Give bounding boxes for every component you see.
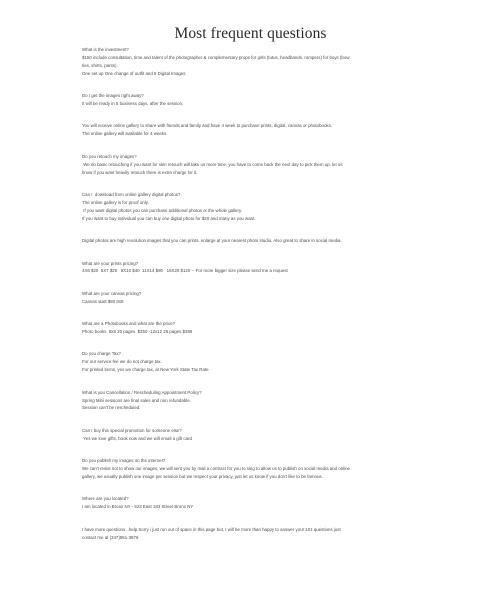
faq-question-line: I have more questions...help.Sorry i just run out of space in this page but, I will be more than happy to answer your 101 questions just <box>82 526 341 532</box>
faq-item <box>82 122 420 138</box>
faq-item <box>82 92 420 108</box>
faq-answer-line: For our service fee we do not charge tax. <box>82 359 162 365</box>
faq-answer-line: gallery, we usually publish one image per session but we respect your privacy, just let us know if you don't like to be famous. <box>82 474 323 479</box>
faq-answer-line: The online gallery is for proof only. <box>82 199 149 205</box>
faq-answer-line: Session can't be rescheduled. <box>82 405 141 411</box>
faq-question-line: You will receive online gallery to share with friends and family and have 4 week to purchase prints, digital, canvas or photobooks. <box>82 123 332 129</box>
faq-answer-line: We can't resist not to show our images, we will sent you by mail a contract for you to sing to allow us to publish on social media and online <box>82 466 350 472</box>
faq-item <box>82 191 420 223</box>
faq-item <box>82 237 420 245</box>
faq-question-line: What are your canvas pricing? <box>82 290 142 296</box>
faq-question-line: Where are you located? <box>82 496 129 502</box>
faq-answer-line: If you want digital photos you can purchase additional photos or the whole gallery. <box>82 207 243 213</box>
faq-question-line: Digital photos are high resolution images that you can prints, enlarge at your nearest photo studio, Also great to share in social media. <box>82 238 342 244</box>
faq-list <box>82 46 420 556</box>
faq-question-line: What is the investment? <box>82 47 129 52</box>
faq-item <box>82 495 420 511</box>
faq-question-line: Do I get the images right away? <box>82 93 144 99</box>
faq-answer-line: ties, shirts, pants). <box>82 62 118 68</box>
faq-answer-line: One set up One change of outfit and 5 Digital Images <box>82 70 186 76</box>
faq-item <box>82 153 420 177</box>
faq-answer-line: The online gallery will available for 4 weeks. <box>82 131 168 137</box>
faq-question-line: Do you retouch my images? <box>82 153 137 159</box>
faq-answer-line: We do basic retouching if you want for skin retouch will take us more time, you have to come back the next day to pick them up, let us <box>82 161 343 167</box>
faq-item <box>82 350 420 374</box>
faq-question-line: Can I download from online gallery digital photos? <box>82 191 181 197</box>
faq-answer-line: know if you want heavily retouch there is extra charge for it. <box>82 169 198 175</box>
faq-answer-line: It will be ready in 5 business days, after the session. <box>82 101 184 107</box>
faq-item <box>82 290 420 306</box>
faq-answer-line: Yes we love gifts, book now and we will email a gift card <box>82 435 192 441</box>
faq-answer-line: Photo books 8x8 20 pages $250 -12x12 26 pages $395 <box>82 329 193 335</box>
faq-answer-line: Canvas start $80 8x8 <box>82 298 124 304</box>
faq-question-line: What is you Cancellation / Rescheduling Appointment Policy? <box>82 389 202 395</box>
faq-question-line: What are a Photobooks and what are the price? <box>82 321 175 327</box>
faq-question-line: Do you charge Tax? <box>82 351 121 357</box>
faq-question-line: What are your prints pricing? <box>82 260 139 266</box>
faq-item <box>82 260 420 276</box>
faq-answer-line: contact me at (347)951-3976 <box>82 534 139 540</box>
faq-item <box>82 389 420 413</box>
page-title: Most frequent questions <box>174 25 327 42</box>
faq-question-line: Can I buy this special promotion for someone else? <box>82 427 182 433</box>
faq-item <box>82 46 420 78</box>
faq-item <box>82 457 420 481</box>
faq-item <box>82 320 420 336</box>
faq-item <box>82 427 420 443</box>
faq-answer-line: $150 include consultation, time and talent of the photographer & complementary props for girls (tutus, headbands, rompers) for boys (bow <box>82 54 350 60</box>
faq-answer-line: Spring Mini sessions are final sales and non refundable. <box>82 397 191 403</box>
faq-question-line: Do you publish my images on the internet? <box>82 458 166 464</box>
faq-answer-line: 4X6 $20 5X7 $25 8X10 $40 11X14 $80 16X20 $120 -- For more bigger size please send me a request <box>82 268 288 274</box>
faq-item <box>82 526 420 542</box>
faq-answer-line: If you want to buy individual you can buy one digital photo for $20 and many as you want. <box>82 215 256 221</box>
faq-answer-line: I am located in Bronx NY - 523 East 183 Street Bronx NY <box>82 504 194 510</box>
faq-answer-line: For printed items, yes we charge tax, at New York State Tax Rate <box>82 367 209 373</box>
